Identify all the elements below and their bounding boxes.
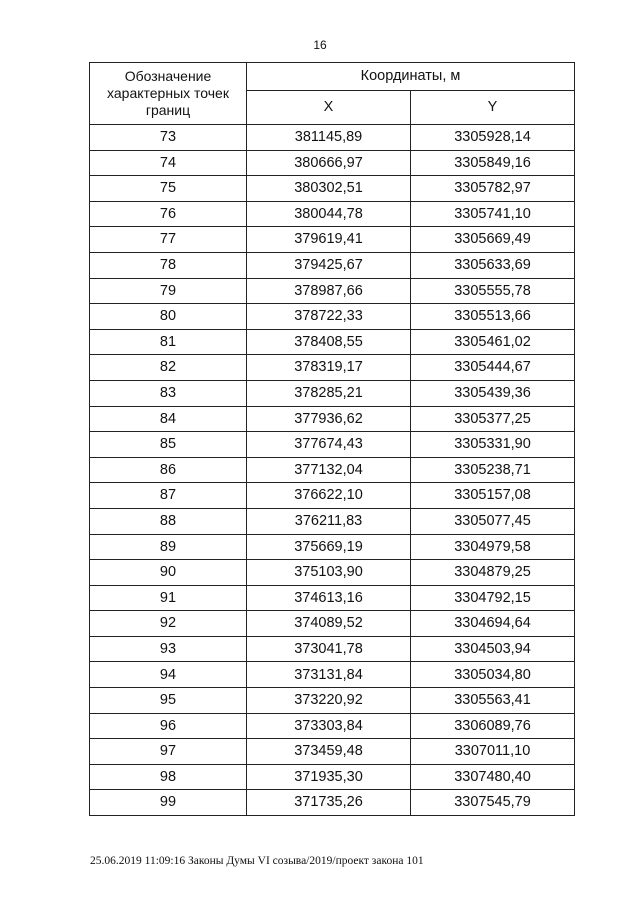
cell-x-coordinate: 374089,52 bbox=[247, 611, 411, 637]
cell-y-coordinate: 3305377,25 bbox=[411, 406, 575, 432]
header-x: X bbox=[247, 91, 411, 125]
cell-x-coordinate: 378722,33 bbox=[247, 304, 411, 330]
cell-y-coordinate: 3305034,80 bbox=[411, 662, 575, 688]
cell-x-coordinate: 378987,66 bbox=[247, 278, 411, 304]
table-row bbox=[90, 483, 575, 509]
cell-point-number: 75 bbox=[90, 176, 247, 202]
page-number: 16 bbox=[313, 38, 327, 52]
table-header-row bbox=[90, 63, 575, 91]
table-row bbox=[90, 560, 575, 586]
cell-point-number: 84 bbox=[90, 406, 247, 432]
table-row bbox=[90, 662, 575, 688]
cell-point-number: 80 bbox=[90, 304, 247, 330]
cell-y-coordinate: 3305331,90 bbox=[411, 432, 575, 458]
cell-y-coordinate: 3305439,36 bbox=[411, 380, 575, 406]
cell-x-coordinate: 381145,89 bbox=[247, 125, 411, 151]
cell-x-coordinate: 379425,67 bbox=[247, 252, 411, 278]
cell-point-number: 90 bbox=[90, 560, 247, 586]
cell-x-coordinate: 373303,84 bbox=[247, 713, 411, 739]
cell-y-coordinate: 3304694,64 bbox=[411, 611, 575, 637]
cell-y-coordinate: 3305782,97 bbox=[411, 176, 575, 202]
cell-y-coordinate: 3305461,02 bbox=[411, 329, 575, 355]
cell-y-coordinate: 3304979,58 bbox=[411, 534, 575, 560]
cell-y-coordinate: 3307545,79 bbox=[411, 790, 575, 816]
cell-point-number: 88 bbox=[90, 508, 247, 534]
cell-point-number: 99 bbox=[90, 790, 247, 816]
cell-point-number: 86 bbox=[90, 457, 247, 483]
cell-point-number: 85 bbox=[90, 432, 247, 458]
table-row bbox=[90, 611, 575, 637]
table-row bbox=[90, 790, 575, 816]
cell-y-coordinate: 3305238,71 bbox=[411, 457, 575, 483]
table-row bbox=[90, 764, 575, 790]
table-row bbox=[90, 534, 575, 560]
cell-y-coordinate: 3305157,08 bbox=[411, 483, 575, 509]
cell-x-coordinate: 371935,30 bbox=[247, 764, 411, 790]
cell-y-coordinate: 3305077,45 bbox=[411, 508, 575, 534]
table-row bbox=[90, 688, 575, 714]
table-row bbox=[90, 739, 575, 765]
cell-x-coordinate: 380666,97 bbox=[247, 150, 411, 176]
cell-point-number: 91 bbox=[90, 585, 247, 611]
cell-y-coordinate: 3307480,40 bbox=[411, 764, 575, 790]
cell-y-coordinate: 3305849,16 bbox=[411, 150, 575, 176]
cell-y-coordinate: 3304503,94 bbox=[411, 636, 575, 662]
cell-x-coordinate: 377674,43 bbox=[247, 432, 411, 458]
cell-x-coordinate: 380044,78 bbox=[247, 201, 411, 227]
cell-point-number: 92 bbox=[90, 611, 247, 637]
cell-x-coordinate: 375103,90 bbox=[247, 560, 411, 586]
table-row bbox=[90, 508, 575, 534]
cell-point-number: 73 bbox=[90, 125, 247, 151]
table-row bbox=[90, 713, 575, 739]
cell-point-number: 93 bbox=[90, 636, 247, 662]
cell-x-coordinate: 373459,48 bbox=[247, 739, 411, 765]
cell-point-number: 74 bbox=[90, 150, 247, 176]
table-row bbox=[90, 125, 575, 151]
table-row bbox=[90, 355, 575, 381]
table-row bbox=[90, 380, 575, 406]
cell-point-number: 78 bbox=[90, 252, 247, 278]
cell-point-number: 81 bbox=[90, 329, 247, 355]
cell-x-coordinate: 373131,84 bbox=[247, 662, 411, 688]
cell-x-coordinate: 377936,62 bbox=[247, 406, 411, 432]
cell-point-number: 87 bbox=[90, 483, 247, 509]
table-row bbox=[90, 457, 575, 483]
cell-y-coordinate: 3304792,15 bbox=[411, 585, 575, 611]
cell-y-coordinate: 3305669,49 bbox=[411, 227, 575, 253]
header-y: Y bbox=[411, 91, 575, 125]
cell-x-coordinate: 376211,83 bbox=[247, 508, 411, 534]
cell-point-number: 94 bbox=[90, 662, 247, 688]
cell-y-coordinate: 3304879,25 bbox=[411, 560, 575, 586]
cell-y-coordinate: 3305513,66 bbox=[411, 304, 575, 330]
table-row bbox=[90, 636, 575, 662]
cell-x-coordinate: 379619,41 bbox=[247, 227, 411, 253]
table-row bbox=[90, 150, 575, 176]
cell-x-coordinate: 373220,92 bbox=[247, 688, 411, 714]
table-row bbox=[90, 278, 575, 304]
table-body bbox=[90, 125, 575, 816]
table-row bbox=[90, 176, 575, 202]
cell-y-coordinate: 3305633,69 bbox=[411, 252, 575, 278]
header-coordinates: Координаты, м bbox=[247, 63, 575, 91]
table-header bbox=[90, 63, 575, 125]
cell-x-coordinate: 378319,17 bbox=[247, 355, 411, 381]
cell-x-coordinate: 371735,26 bbox=[247, 790, 411, 816]
cell-x-coordinate: 373041,78 bbox=[247, 636, 411, 662]
table-row bbox=[90, 432, 575, 458]
cell-point-number: 83 bbox=[90, 380, 247, 406]
cell-x-coordinate: 375669,19 bbox=[247, 534, 411, 560]
cell-point-number: 76 bbox=[90, 201, 247, 227]
cell-y-coordinate: 3305444,67 bbox=[411, 355, 575, 381]
cell-y-coordinate: 3305741,10 bbox=[411, 201, 575, 227]
cell-y-coordinate: 3306089,76 bbox=[411, 713, 575, 739]
table-row bbox=[90, 227, 575, 253]
cell-x-coordinate: 380302,51 bbox=[247, 176, 411, 202]
cell-point-number: 97 bbox=[90, 739, 247, 765]
cell-point-number: 96 bbox=[90, 713, 247, 739]
table-row bbox=[90, 406, 575, 432]
cell-point-number: 82 bbox=[90, 355, 247, 381]
cell-point-number: 77 bbox=[90, 227, 247, 253]
cell-y-coordinate: 3305563,41 bbox=[411, 688, 575, 714]
coordinates-table bbox=[89, 62, 575, 816]
cell-point-number: 89 bbox=[90, 534, 247, 560]
cell-x-coordinate: 374613,16 bbox=[247, 585, 411, 611]
table-row bbox=[90, 201, 575, 227]
cell-x-coordinate: 376622,10 bbox=[247, 483, 411, 509]
table-row bbox=[90, 329, 575, 355]
cell-point-number: 98 bbox=[90, 764, 247, 790]
cell-point-number: 95 bbox=[90, 688, 247, 714]
table-row bbox=[90, 585, 575, 611]
header-point-designation: Обозначение характерных точек границ bbox=[90, 63, 247, 125]
cell-x-coordinate: 378408,55 bbox=[247, 329, 411, 355]
table-row bbox=[90, 304, 575, 330]
cell-y-coordinate: 3305928,14 bbox=[411, 125, 575, 151]
cell-point-number: 79 bbox=[90, 278, 247, 304]
cell-y-coordinate: 3307011,10 bbox=[411, 739, 575, 765]
document-footer: 25.06.2019 11:09:16 Законы Думы VI созыва/2019/проект закона 101 bbox=[90, 855, 424, 867]
cell-x-coordinate: 377132,04 bbox=[247, 457, 411, 483]
cell-x-coordinate: 378285,21 bbox=[247, 380, 411, 406]
cell-y-coordinate: 3305555,78 bbox=[411, 278, 575, 304]
table-row bbox=[90, 252, 575, 278]
